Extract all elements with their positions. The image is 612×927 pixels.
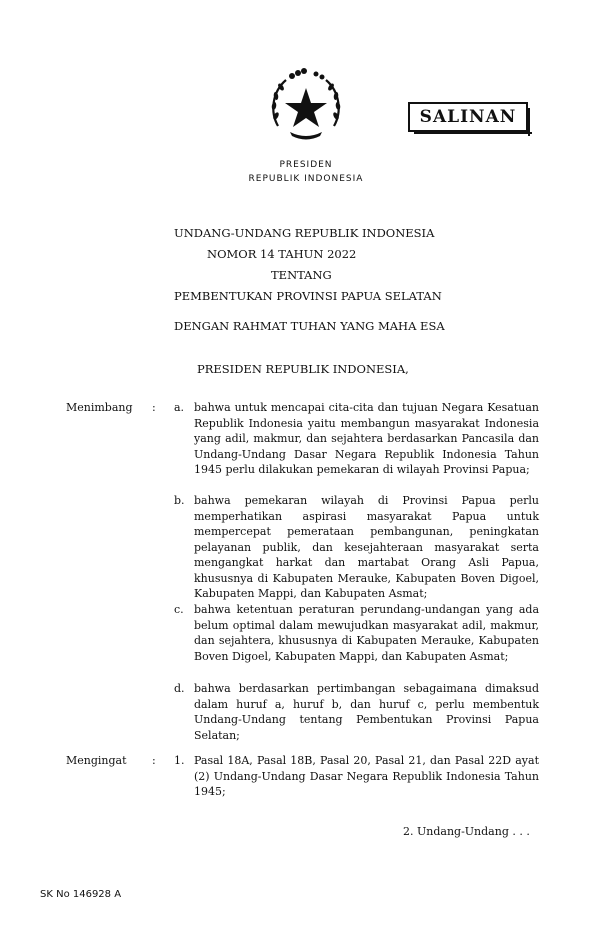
salinan-stamp: SALINAN bbox=[408, 102, 528, 132]
menimbang-item-b-marker: b. bbox=[174, 494, 185, 507]
presiden-label: PRESIDEN bbox=[279, 160, 333, 170]
menimbang-item-d-marker: d. bbox=[174, 682, 185, 695]
garuda-emblem-icon bbox=[256, 66, 356, 144]
menimbang-label: Menimbang bbox=[66, 401, 133, 414]
menimbang-item-c-marker: c. bbox=[174, 603, 184, 616]
law-title: UNDANG-UNDANG REPUBLIK INDONESIA bbox=[174, 226, 435, 240]
president-heading: PRESIDEN REPUBLIK INDONESIA, bbox=[197, 362, 409, 376]
menimbang-item-a-marker: a. bbox=[174, 401, 185, 414]
menimbang-colon: : bbox=[152, 401, 156, 414]
mengingat-item-1-marker: 1. bbox=[174, 754, 185, 767]
document-serial-number: SK No 146928 A bbox=[40, 889, 122, 900]
mengingat-item-1: Pasal 18A, Pasal 18B, Pasal 20, Pasal 21, dan Pasal 22D ayat (2) Undang-Undang Dasar Negara Republik Indonesia Tahun 1945; bbox=[194, 754, 539, 798]
divine-invocation: DENGAN RAHMAT TUHAN YANG MAHA ESA bbox=[174, 319, 445, 333]
law-number: NOMOR 14 TAHUN 2022 bbox=[207, 247, 357, 261]
mengingat-label: Mengingat bbox=[66, 754, 127, 767]
republik-indonesia-label: REPUBLIK INDONESIA bbox=[248, 174, 364, 184]
menimbang-item-d: bahwa berdasarkan pertimbangan sebagaimana dimaksud dalam huruf a, huruf b, dan huruf c, perlu membentuk Undang-Undang tentang Pembentukan Provinsi Papua Selatan; bbox=[194, 682, 539, 742]
menimbang-item-a: bahwa untuk mencapai cita-cita dan tujuan Negara Kesatuan Republik Indonesia yaitu membangun masyarakat Indonesia yang adil, makmur, dan sejahtera berdasarkan Pancasila dan Undang-Undang Dasar Negara Republik Indonesia Tahun 1945 perlu dilakukan pemekaran di wilayah Provinsi Papua; bbox=[194, 401, 539, 476]
law-subject: PEMBENTUKAN PROVINSI PAPUA SELATAN bbox=[174, 289, 442, 303]
menimbang-item-b: bahwa pemekaran wilayah di Provinsi Papua perlu memperhatikan aspirasi masyarakat Papua untuk mempercepat pemerataan pembangunan, peningkatan pelayanan publik, dan kesejahteraan masyarakat serta mengangkat harkat dan martabat Orang Asli Papua, khususnya di Kabupaten Merauke, Kabupaten Boven Digoel, Kabupaten Mappi, dan Kabupaten Asmat; bbox=[194, 494, 539, 600]
menimbang-item-c: bahwa ketentuan peraturan perundang-undangan yang ada belum optimal dalam mewujudkan masyarakat adil, makmur, dan sejahtera, khususnya di Kabupaten Merauke, Kabupaten Boven Digoel, Kabupaten Mappi, dan Kabupaten Asmat; bbox=[194, 603, 539, 663]
mengingat-colon: : bbox=[152, 754, 156, 767]
tentang-label: TENTANG bbox=[271, 268, 332, 282]
continuation-reference: 2. Undang-Undang . . . bbox=[403, 825, 530, 838]
